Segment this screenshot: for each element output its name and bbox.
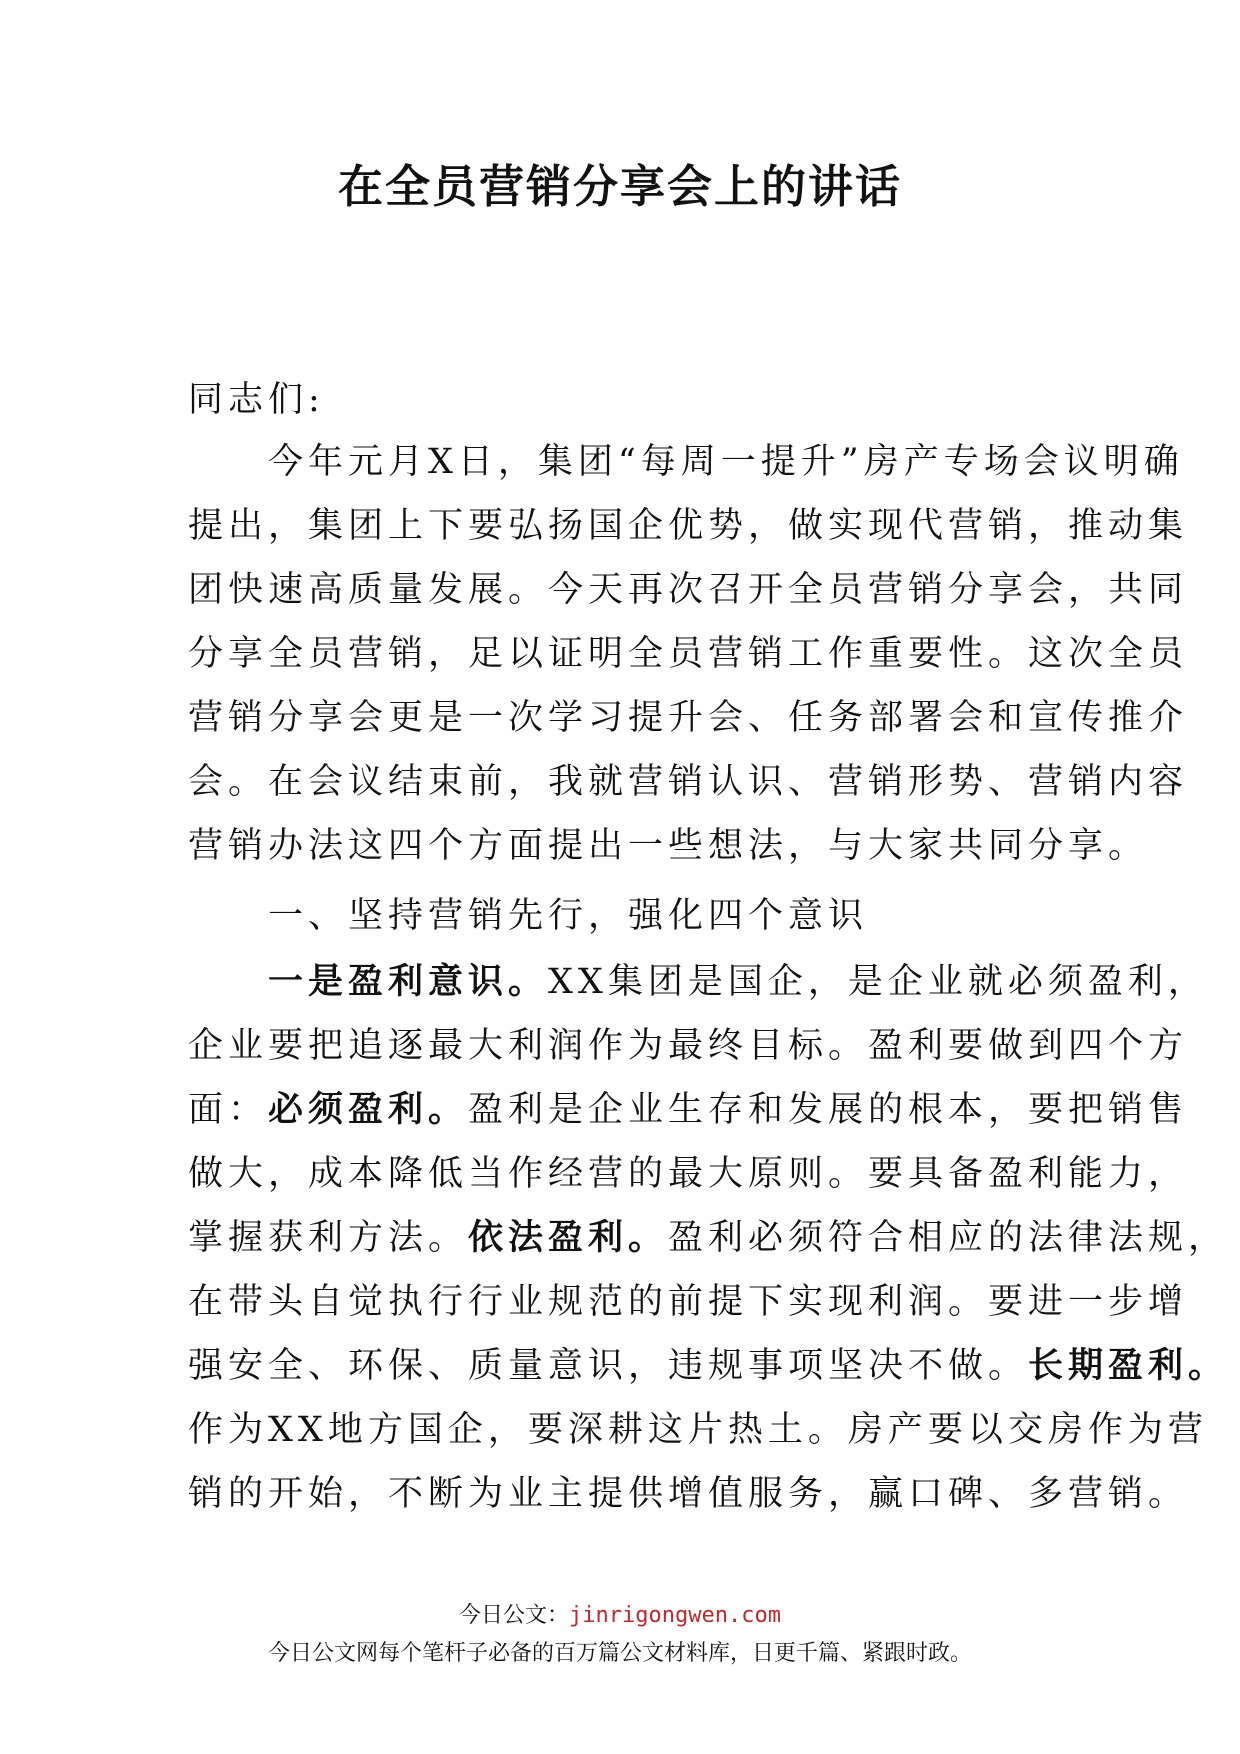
line-text: XX集团是国企，是企业就必须盈利，	[548, 962, 1208, 1002]
paragraph-line: 分享全员营销，足以证明全员营销工作重要性。这次全员	[188, 634, 1189, 674]
bold-keyword: 长期盈利。	[1028, 1345, 1229, 1386]
section-heading-text: 一、坚持营销先行，强化四个意识	[188, 896, 869, 936]
paragraph-line: 做大，成本降低当作经营的最大原则。要具备盈利能力，	[188, 1154, 1189, 1194]
paragraph-line: 企业要把追逐最大利润作为最终目标。盈利要做到四个方	[188, 1026, 1189, 1066]
line-text: 盈利必须符合相应的法律法规，	[668, 1218, 1229, 1258]
paragraph-line: 销的开始，不断为业主提供增值服务，赢口碑、多营销。	[188, 1474, 1189, 1514]
bold-lead: 一是盈利意识。	[188, 961, 549, 1002]
line-text: 强安全、环保、质量意识，违规事项坚决不做。	[188, 1346, 1029, 1386]
paragraph-line: 作为XX地方国企，要深耕这片热土。房产要以交房作为营	[188, 1410, 1208, 1450]
paragraph-line: 今年元月X日，集团“每周一提升”房产专场会议明确	[188, 442, 1184, 482]
line-text: 盈利是企业生存和发展的根本，要把销售	[468, 1090, 1189, 1130]
paragraph-line	[188, 1206, 1229, 1270]
greeting	[188, 368, 1058, 432]
footer-slogan: 今日公文网每个笔杆子必备的百万篇公文材料库，日更千篇、紧跟时政。	[267, 1641, 972, 1666]
paragraph-line: 营销分享会更是一次学习提升会、任务部署会和宣传推介	[188, 698, 1189, 738]
section-heading	[188, 884, 1058, 948]
bold-keyword: 必须盈利。	[268, 1089, 469, 1130]
paragraph-line	[188, 1334, 1229, 1398]
paragraph-profit	[188, 950, 1229, 1526]
paragraph-line: 营销办法这四个方面提出一些想法，与大家共同分享。	[188, 826, 1149, 866]
paragraph-line	[188, 1078, 1189, 1142]
line-text: 面：	[188, 1090, 269, 1130]
bold-keyword: 依法盈利。	[468, 1217, 669, 1258]
greeting-text: 同志们:	[188, 380, 325, 420]
paragraph-line: 提出，集团上下要弘扬国企优势，做实现代营销，推动集	[188, 506, 1189, 546]
paragraph-line: 在带头自觉执行行业规范的前提下实现利润。要进一步增	[188, 1282, 1189, 1322]
paragraph-line: 团快速高质量发展。今天再次召开全员营销分享会，共同	[188, 570, 1189, 610]
footer-site-url[interactable]: jinrigongwen.com	[569, 1603, 781, 1628]
document-title: 在全员营销分享会上的讲话	[337, 160, 902, 213]
footer-site	[0, 1598, 1240, 1629]
paragraph-line	[188, 950, 1208, 1014]
paragraph-intro	[188, 430, 1189, 878]
line-text: 掌握获利方法。	[188, 1218, 469, 1258]
paragraph-line: 会。在会议结束前，我就营销认识、营销形势、营销内容	[188, 762, 1189, 802]
footer-site-label: 今日公文：	[459, 1603, 570, 1628]
